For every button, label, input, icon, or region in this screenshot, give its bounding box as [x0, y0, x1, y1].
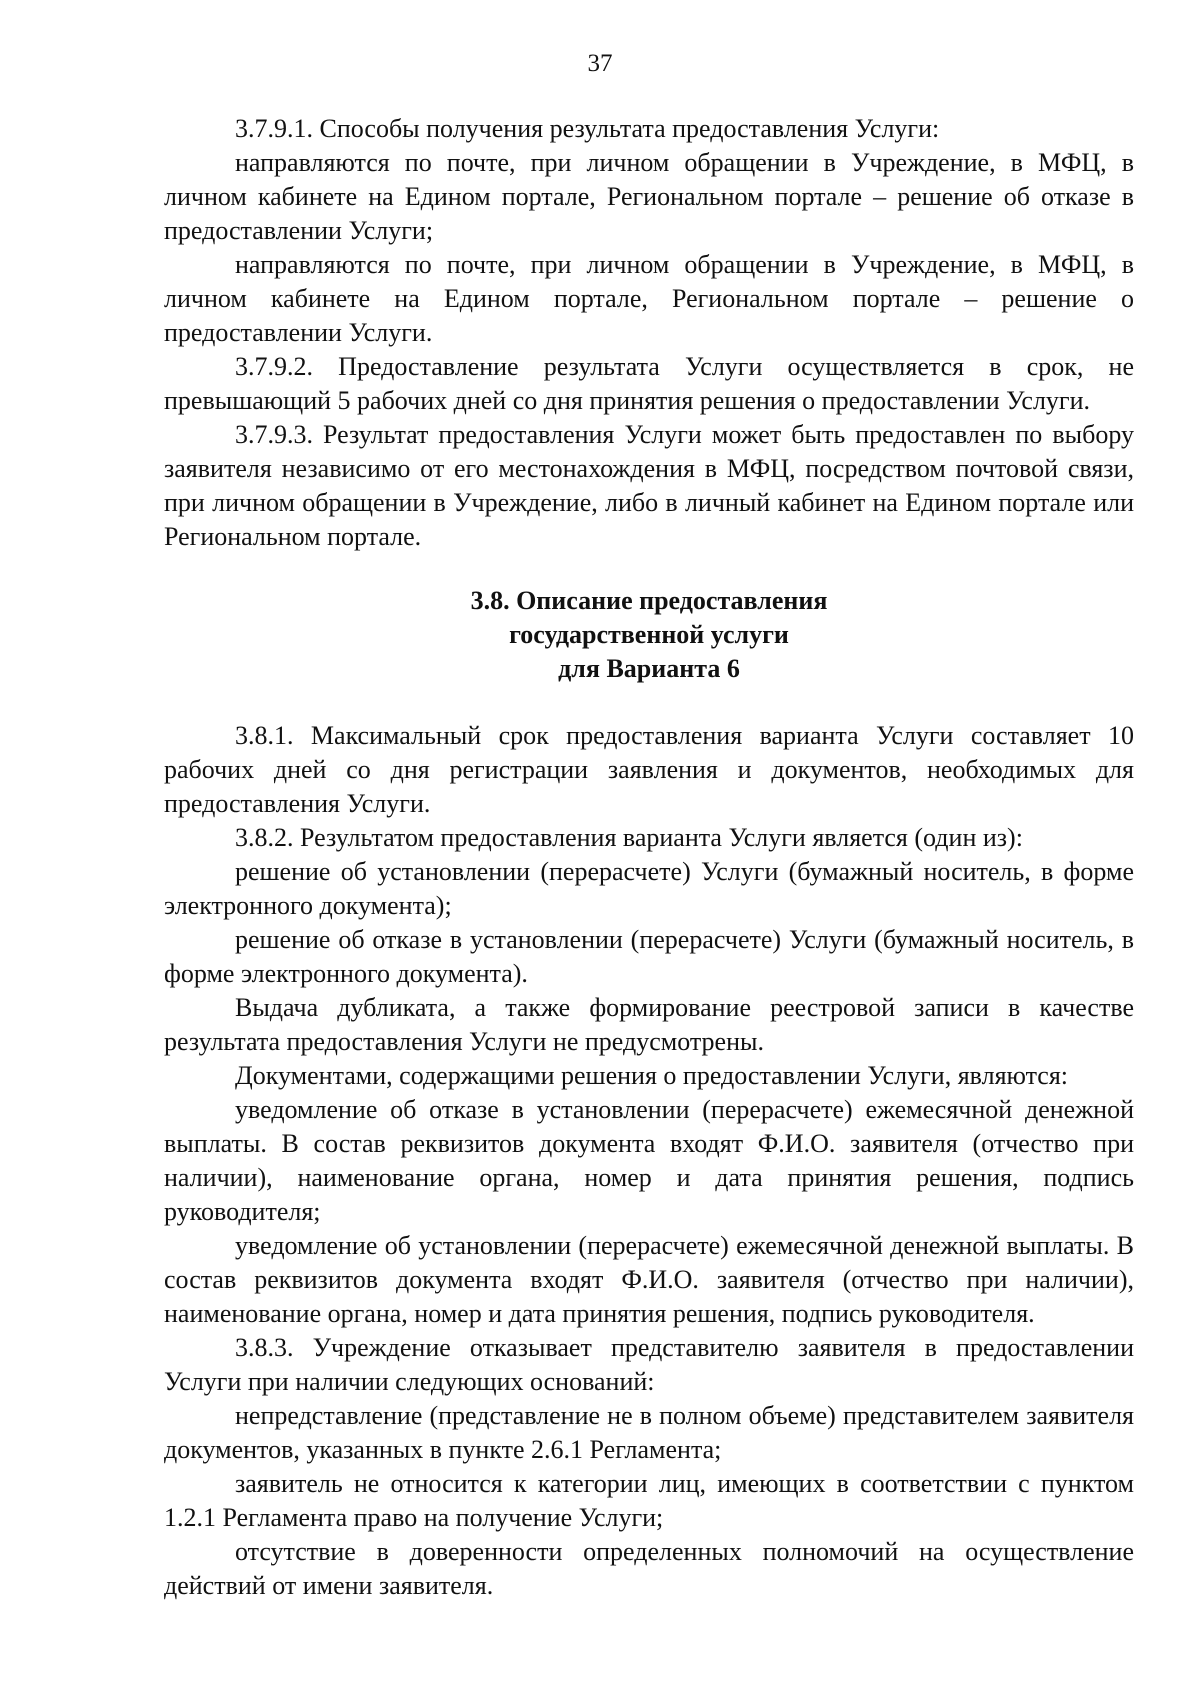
paragraph-documents-intro: Документами, содержащими решения о предоставлении Услуги, являются:: [235, 1061, 1069, 1090]
document-body: [164, 112, 1134, 1603]
section-heading-line-3: для Варианта 6: [558, 654, 740, 683]
paragraph-3-7-9-3: 3.7.9.3. Результат предоставления Услуги может быть предоставлен по выбору заявителя независимо от его местонахождения в МФЦ, посредством почтовой связи, при личном обращении в Учреждение, либо в личный кабинет на Едином портале или Региональном портале.: [164, 420, 1134, 551]
paragraph-duplicate: Выдача дубликата, а также формирование реестровой записи в качестве результата предоставления Услуги не предусмотрены.: [164, 993, 1134, 1056]
paragraph-3-8-3: 3.8.3. Учреждение отказывает представителю заявителя в предоставлении Услуги при наличии следующих оснований:: [164, 1333, 1134, 1396]
paragraph-notice-refusal: уведомление об отказе в установлении (перерасчете) ежемесячной денежной выплаты. В состав реквизитов документа входят Ф.И.О. заявителя (отчество при наличии), наименование органа, номер и дата принятия решения, подпись руководителя;: [164, 1095, 1134, 1226]
paragraph-3-8-2: 3.8.2. Результатом предоставления варианта Услуги является (один из):: [235, 823, 1023, 852]
section-heading-line-2: государственной услуги: [509, 620, 789, 649]
paragraph-result-approval: решение об установлении (перерасчете) Услуги (бумажный носитель, в форме электронного документа);: [164, 857, 1134, 920]
paragraph-3-7-9-2: 3.7.9.2. Предоставление результата Услуги осуществляется в срок, не превышающий 5 рабочих дней со дня принятия решения о предоставлении Услуги.: [164, 352, 1134, 415]
paragraph-ground-documents: непредставление (представление не в полном объеме) представителем заявителя документов, указанных в пункте 2.6.1 Регламента;: [164, 1401, 1134, 1464]
paragraph-notice-approval: уведомление об установлении (перерасчете) ежемесячной денежной выплаты. В состав реквизитов документа входят Ф.И.О. заявителя (отчество при наличии), наименование органа, номер и дата принятия решения, подпись руководителя.: [164, 1231, 1134, 1328]
page-number: 37: [587, 50, 613, 77]
paragraph-refusal-delivery: направляются по почте, при личном обращении в Учреждение, в МФЦ, в личном кабинете на Едином портале, Региональном портале – решение об отказе в предоставлении Услуги;: [164, 148, 1134, 245]
paragraph-3-8-1: 3.8.1. Максимальный срок предоставления варианта Услуги составляет 10 рабочих дней со дня регистрации заявления и документов, необходимых для предоставления Услуги.: [164, 721, 1134, 818]
section-heading-line-1: 3.8. Описание предоставления: [470, 586, 828, 615]
section-heading: [164, 584, 1134, 686]
paragraph-3-7-9-1: 3.7.9.1. Способы получения результата предоставления Услуги:: [235, 114, 940, 143]
paragraph-ground-category: заявитель не относится к категории лиц, имеющих в соответствии с пунктом 1.2.1 Регламента право на получение Услуги;: [164, 1469, 1134, 1532]
paragraph-approval-delivery: направляются по почте, при личном обращении в Учреждение, в МФЦ, в личном кабинете на Едином портале, Региональном портале – решение о предоставлении Услуги.: [164, 250, 1134, 347]
paragraph-result-refusal: решение об отказе в установлении (перерасчете) Услуги (бумажный носитель, в форме электронного документа).: [164, 925, 1134, 988]
paragraph-ground-authority: отсутствие в доверенности определенных полномочий на осуществление действий от имени заявителя.: [164, 1537, 1134, 1600]
